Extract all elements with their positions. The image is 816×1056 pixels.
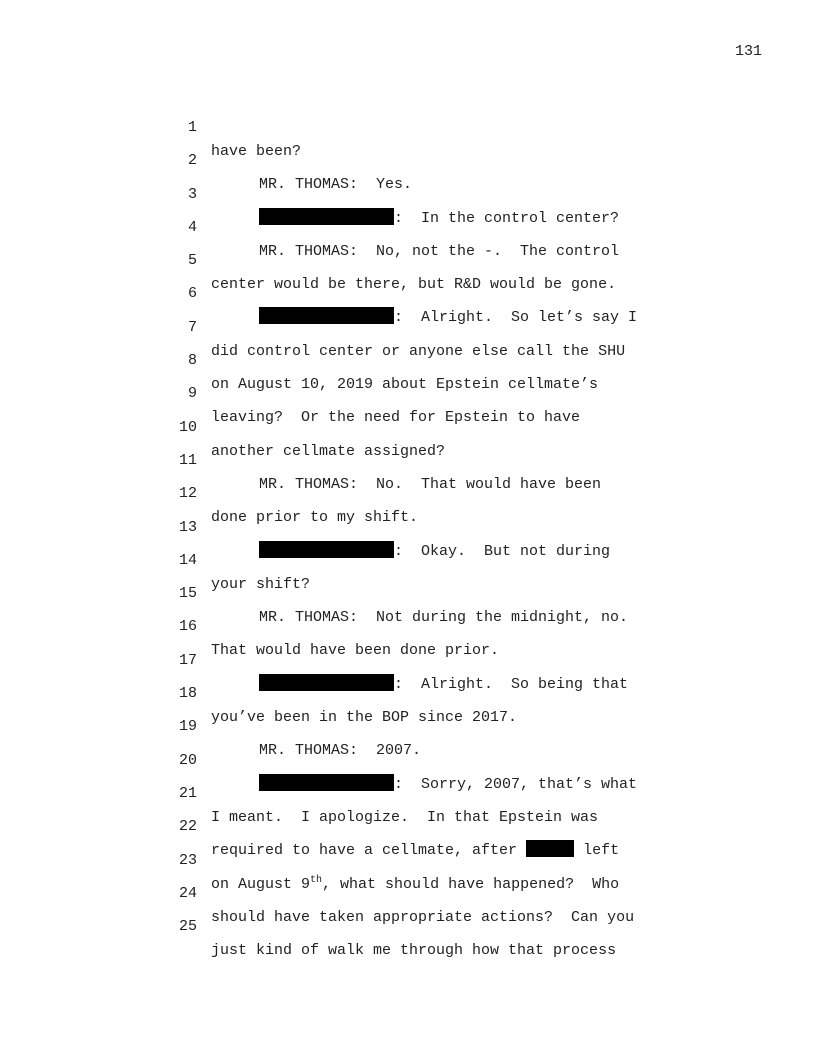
line-text: leaving? Or the need for Epstein to have [211, 409, 581, 427]
transcript-line [170, 891, 790, 960]
line-text: your shift? [211, 575, 311, 593]
ordinal-superscript: th [310, 874, 323, 886]
line-number: 22 [178, 818, 197, 836]
line-number: 8 [187, 352, 197, 370]
line-text: , what should have happened? Who [322, 875, 620, 893]
line-number: 18 [178, 685, 197, 703]
line-text: : In the control center? [394, 209, 620, 227]
line-text: did control center or anyone else call the SHU [211, 342, 626, 360]
line-number: 3 [187, 185, 197, 203]
line-number: 12 [178, 485, 197, 503]
transcript-line [170, 691, 790, 760]
line-text: another cellmate assigned? [211, 442, 446, 460]
line-text: on August 9 [211, 875, 311, 893]
line-number: 5 [187, 252, 197, 270]
line-number: 10 [178, 418, 197, 436]
line-text: I meant. I apologize. In that Epstein was [211, 808, 599, 826]
transcript-line [170, 192, 790, 260]
transcript-line [170, 858, 790, 926]
line-number: 4 [187, 218, 197, 236]
line-number: 6 [187, 285, 197, 303]
line-text: MR. THOMAS: No, not the -. The control [259, 242, 620, 260]
transcript-line [170, 159, 790, 227]
line-number: 2 [187, 152, 197, 170]
line-number: 1 [187, 119, 197, 136]
line-text: : Sorry, 2007, that’s what [394, 775, 638, 793]
line-text: : Alright. So let’s say I [394, 309, 638, 327]
line-text: : Okay. But not during [394, 542, 611, 560]
line-text: left [574, 842, 620, 860]
line-text: have been? [211, 143, 302, 160]
line-number: 24 [178, 884, 197, 902]
line-text: MR. THOMAS: Yes. [259, 176, 413, 194]
line-text: on August 10, 2019 about Epstein cellmate’s [211, 376, 599, 394]
line-number: 16 [178, 618, 197, 636]
line-text: done prior to my shift. [211, 509, 419, 527]
line-number: 15 [178, 585, 197, 603]
transcript-line [170, 225, 790, 294]
line-number: 9 [187, 385, 197, 403]
line-text: center would be there, but R&D would be gone. [211, 276, 617, 294]
transcript-line [170, 292, 790, 360]
line-text: you’ve been in the BOP since 2017. [211, 709, 518, 727]
transcript-line [170, 525, 790, 593]
line-number: 14 [178, 551, 197, 569]
page-number: 131 [734, 43, 762, 60]
transcript-line [170, 425, 790, 493]
line-text: MR. THOMAS: No. That would have been [259, 475, 602, 493]
line-text: should have taken appropriate actions? Can you [211, 908, 635, 926]
transcript-body [170, 92, 790, 960]
transcript-line [170, 325, 790, 394]
line-number: 23 [178, 851, 197, 869]
line-text: MR. THOMAS: Not during the midnight, no. [259, 609, 629, 627]
line-number: 21 [178, 784, 197, 802]
line-text: just kind of walk me through how that process [211, 942, 617, 960]
line-number: 20 [178, 751, 197, 769]
line-number: 17 [178, 651, 197, 669]
line-number: 11 [178, 451, 197, 469]
line-text: MR. THOMAS: 2007. [259, 742, 422, 760]
line-number: 7 [187, 318, 197, 336]
line-text: required to have a cellmate, after [211, 842, 527, 860]
line-text: : Alright. So being that [394, 675, 629, 693]
transcript-line [170, 258, 790, 327]
line-text: That would have been done prior. [211, 642, 500, 660]
transcript-line [170, 758, 790, 826]
line-number: 19 [178, 718, 197, 736]
transcript-line [170, 625, 790, 693]
line-number: 25 [178, 918, 197, 936]
line-number: 13 [178, 518, 197, 536]
transcript-line [170, 92, 790, 160]
transcript-line [170, 125, 790, 194]
